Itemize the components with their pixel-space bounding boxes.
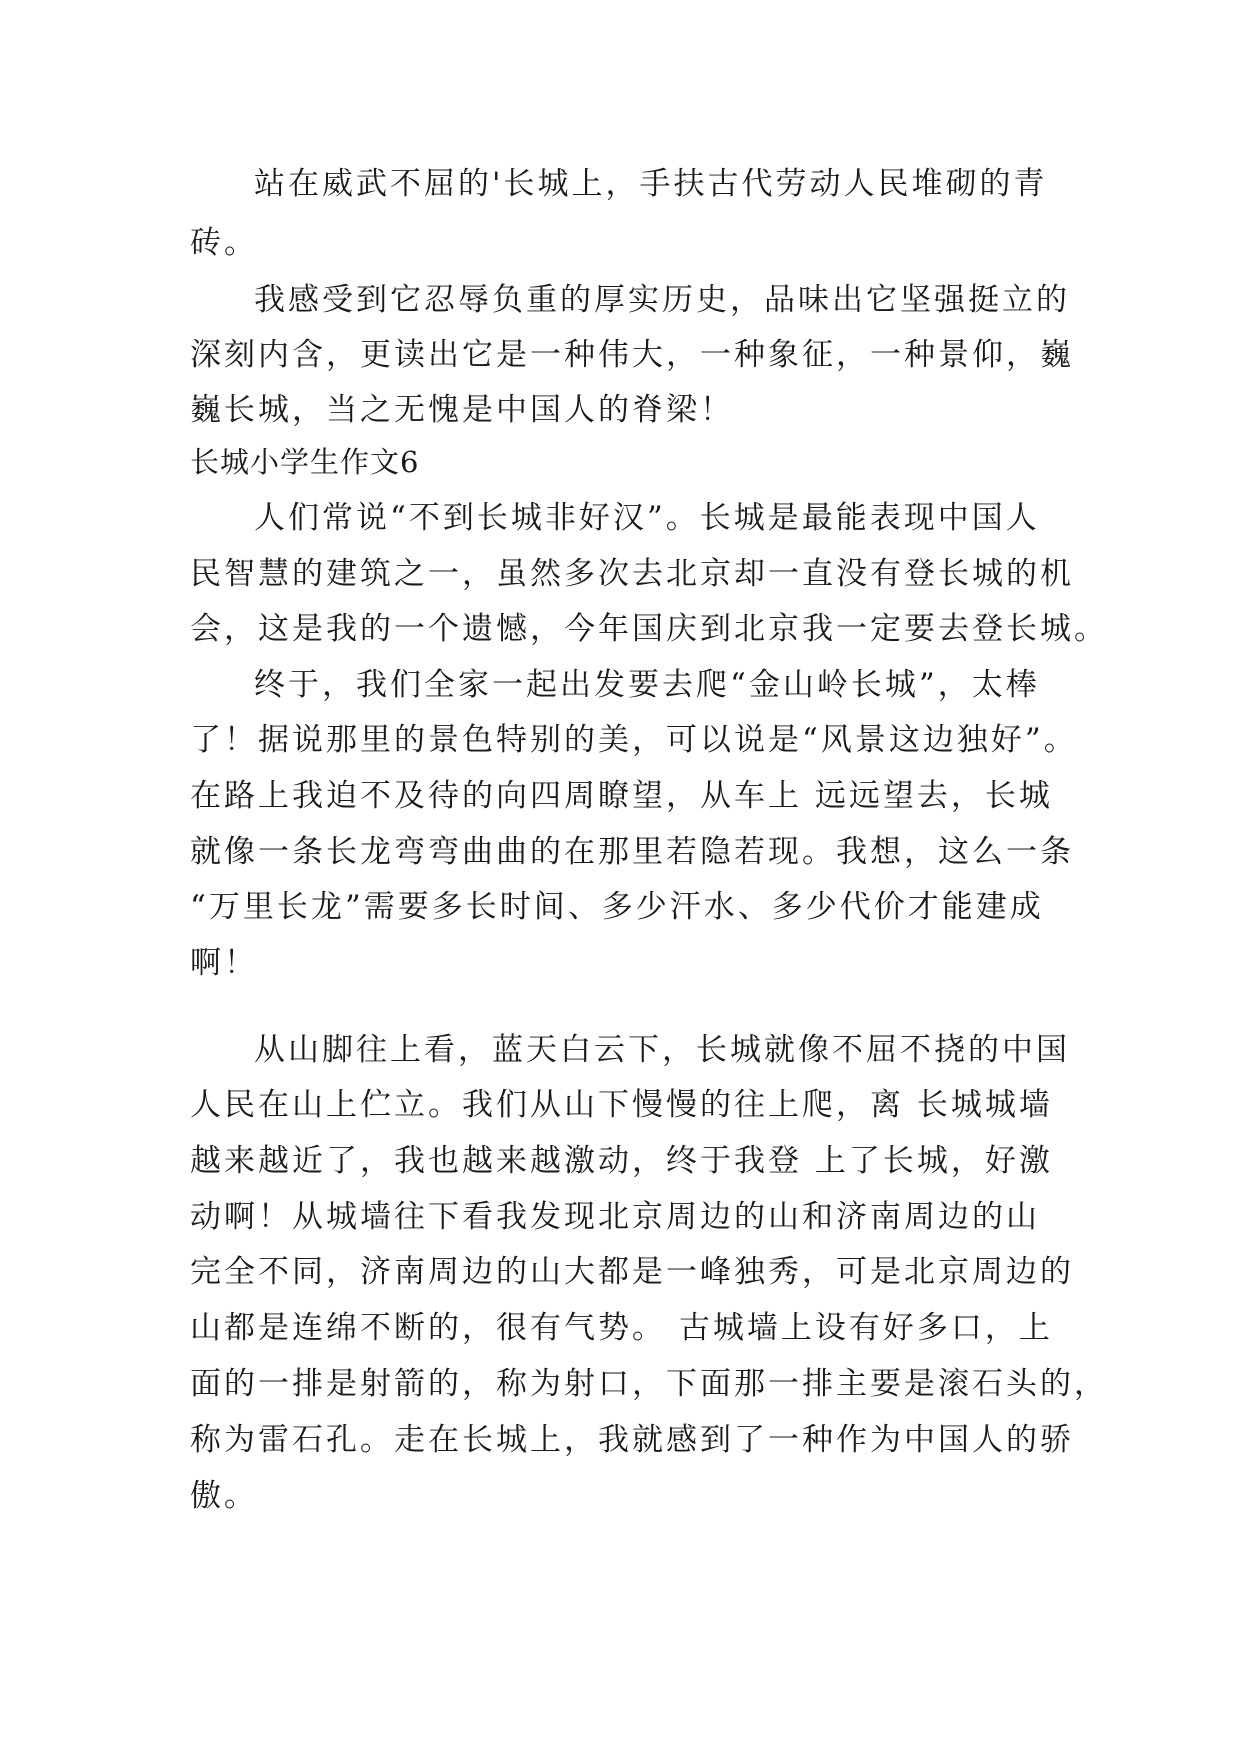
paragraph-line: 动啊！从城墙往下看我发现北京周边的山和济南周边的山 — [190, 1199, 1040, 1235]
paragraph-line: 终于，我们全家一起出发要去爬“金山岭长城”，太棒 — [254, 667, 1040, 703]
paragraph-line: 称为雷石孔。走在长城上，我就感到了一种作为中国人的骄 — [190, 1422, 1074, 1458]
paragraph-line: 民智慧的建筑之一，虽然多次去北京却一直没有登长城的机 — [190, 556, 1074, 592]
paragraph-line: 会，这是我的一个遗憾，今年国庆到北京我一定要去登长城。 — [190, 611, 1108, 647]
paragraph-line: 了！据说那里的景色特别的美，可以说是“风景这边独好”。 — [190, 722, 1078, 758]
paragraph-line: 就像一条长龙弯弯曲曲的在那里若隐若现。我想，这么一条 — [190, 834, 1074, 870]
paragraph-line: 我感受到它忍辱负重的厚实历史，品味出它坚强挺立的 — [254, 282, 1070, 318]
paragraph-line: 在路上我迫不及待的向四周瞭望，从车上 远远望去，长城 — [190, 778, 1053, 814]
paragraph-line: 完全不同，济南周边的山大都是一峰独秀，可是北京周边的 — [190, 1254, 1074, 1290]
paragraph-line: 砖。 — [190, 225, 258, 261]
paragraph-line: 深刻内含，更读出它是一种伟大，一种象征，一种景仰，巍 — [190, 337, 1074, 373]
paragraph-line: 越来越近了，我也越来越激动，终于我登 上了长城，好激 — [190, 1143, 1053, 1179]
paragraph-line: 啊！ — [190, 945, 258, 981]
paragraph-line: 山都是连绵不断的，很有气势。 古城墙上设有好多口，上 — [190, 1310, 1053, 1346]
paragraph-line: 人们常说“不到长城非好汉”。长城是最能表现中国人 — [254, 500, 1040, 536]
paragraph-line: 面的一排是射箭的，称为射口，下面那一排主要是滚石头的， — [190, 1366, 1108, 1402]
paragraph-line: 从山脚往上看，蓝天白云下，长城就像不屈不挠的中国 — [254, 1032, 1070, 1068]
paragraph-line: 人民在山上伫立。我们从山下慢慢的往上爬，离 长城城墙 — [190, 1087, 1053, 1123]
paragraph-line: 傲。 — [190, 1478, 258, 1514]
section-heading: 长城小学生作文6 — [190, 445, 420, 479]
paragraph-line: 巍长城，当之无愧是中国人的脊梁！ — [190, 392, 734, 428]
paragraph-line: “万里长龙”需要多长时间、多少汗水、多少代价才能建成 — [190, 889, 1044, 925]
paragraph-line: 站在威武不屈的'长城上，手扶古代劳动人民堆砌的青 — [254, 166, 1048, 202]
